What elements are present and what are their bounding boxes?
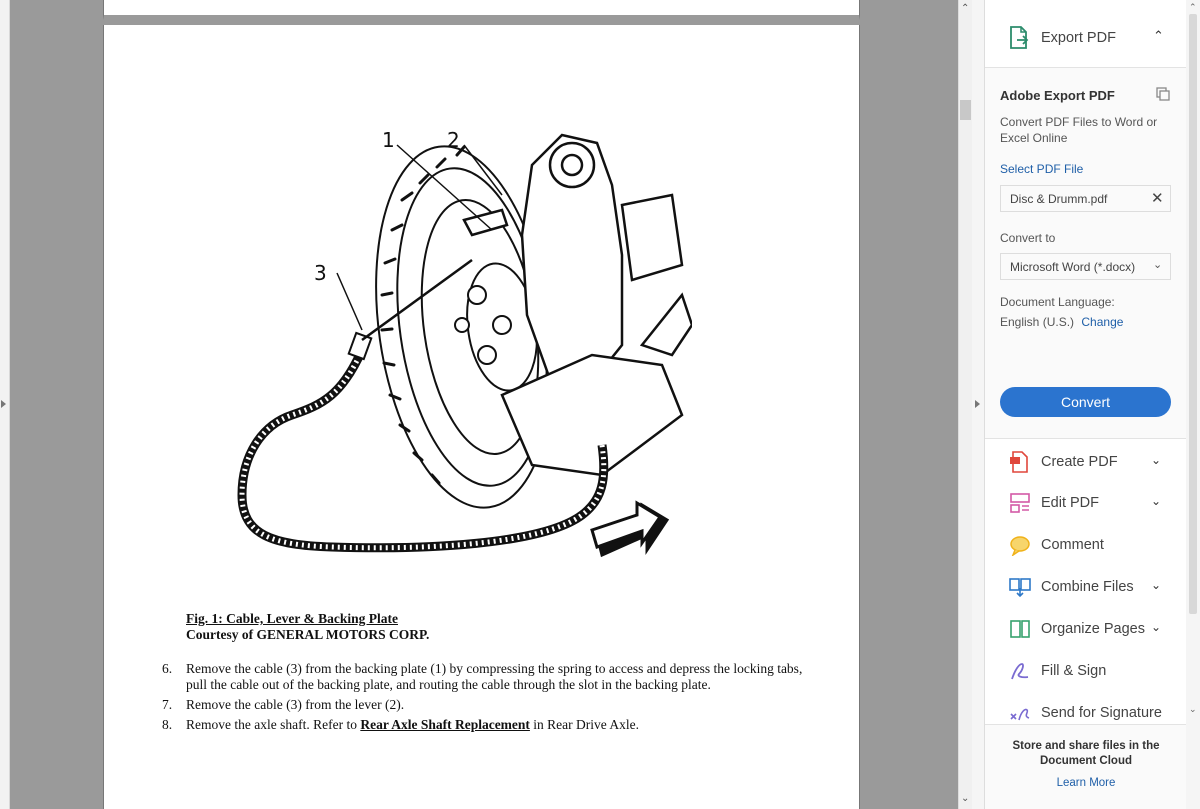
tool-label: Fill & Sign [1041, 663, 1107, 679]
caption-courtesy: Courtesy of GENERAL MOTORS CORP. [186, 627, 430, 642]
tool-label: Comment [1041, 537, 1104, 553]
export-pdf-title: Export PDF [1041, 30, 1116, 46]
previous-page [103, 0, 860, 20]
chevron-down-icon[interactable]: ⌄ [1151, 578, 1162, 592]
convert-format-select[interactable] [1000, 253, 1171, 280]
callout-2: 2 [447, 128, 460, 152]
scroll-thumb[interactable] [960, 100, 971, 120]
tools-list [985, 438, 1187, 724]
tool-label: Combine Files [1041, 579, 1134, 595]
tool-combine-files[interactable] [985, 568, 1187, 608]
convert-button[interactable]: Convert [1000, 387, 1171, 417]
scroll-up-icon[interactable]: ⌃ [1189, 2, 1197, 12]
tool-label: Edit PDF [1041, 495, 1100, 511]
scroll-thumb[interactable] [1189, 14, 1197, 614]
language-row [1000, 315, 1123, 329]
combine-files-icon [1009, 576, 1031, 598]
step-item [154, 717, 814, 733]
export-pdf-header[interactable] [985, 0, 1187, 68]
export-pdf-icon [1009, 26, 1029, 50]
step-text: Remove the cable (3) from the backing plate (1) by compressing the spring to access and depress the locking tabs, pull the cable out of the backing plate, and routing the cable through the slot in the backing plate. [186, 661, 803, 692]
tool-organize-pages[interactable] [985, 610, 1187, 650]
chevron-down-icon[interactable]: ⌄ [1151, 494, 1162, 508]
edit-pdf-icon [1009, 492, 1031, 514]
tool-label: Send for Signature [1041, 705, 1162, 721]
send-signature-icon [1009, 702, 1031, 724]
tool-create-pdf[interactable] [985, 443, 1187, 483]
comment-icon [1009, 534, 1031, 556]
organize-pages-icon [1009, 618, 1031, 640]
expand-left-pane-icon[interactable] [1, 400, 6, 408]
brake-assembly-figure [202, 95, 692, 575]
step-text: in Rear Drive Axle. [529, 717, 640, 732]
document-scrollbar[interactable] [958, 0, 972, 809]
chevron-down-icon[interactable]: ⌄ [1151, 453, 1162, 467]
lower-arm [502, 355, 682, 475]
scroll-down-icon[interactable]: ⌄ [961, 793, 970, 804]
step-number: 8. [162, 717, 173, 732]
procedure-steps [154, 661, 814, 737]
tool-send-signature[interactable] [985, 694, 1187, 724]
step-number: 6. [162, 661, 173, 676]
right-tools-pane [984, 0, 1186, 809]
callout-1: 1 [382, 128, 395, 152]
scroll-down-icon[interactable]: ⌄ [1189, 704, 1197, 714]
pdf-page [103, 25, 860, 809]
direction-arrow [592, 503, 667, 555]
adobe-export-title: Adobe Export PDF [1000, 88, 1115, 103]
collapse-chevron-icon[interactable]: ⌃ [1153, 28, 1164, 43]
collapse-right-pane-icon[interactable] [975, 400, 980, 408]
document-cloud-footer [985, 724, 1187, 809]
export-description: Convert PDF Files to Word or Excel Online [1000, 115, 1158, 145]
convert-format-value: Microsoft Word (*.docx) [1010, 260, 1136, 274]
step-text: Remove the cable (3) from the lever (2). [186, 697, 405, 712]
language-label: Document Language: [1000, 295, 1115, 309]
step-item [154, 661, 814, 693]
tool-comment[interactable] [985, 526, 1187, 566]
figure-caption [186, 611, 429, 643]
create-pdf-icon [1009, 451, 1031, 473]
selected-file-field[interactable] [1000, 185, 1171, 212]
tool-fill-sign[interactable] [985, 652, 1187, 692]
cloud-promo-text: Store and share files in the Document Cloud [1012, 740, 1160, 767]
callout-3: 3 [314, 261, 327, 285]
step-item [154, 697, 814, 713]
change-language-link[interactable]: Change [1081, 315, 1124, 329]
scroll-up-icon[interactable]: ⌃ [961, 3, 970, 14]
clear-file-icon[interactable]: ✕ [1151, 190, 1164, 207]
learn-more-link[interactable]: Learn More [1056, 777, 1116, 789]
step-text: Remove the axle shaft. Refer to [186, 717, 361, 732]
convert-to-label: Convert to [1000, 231, 1056, 245]
tools-pane-scrollbar[interactable] [1186, 0, 1200, 809]
tool-edit-pdf[interactable] [985, 484, 1187, 524]
tool-label: Create PDF [1041, 454, 1118, 470]
chevron-down-icon[interactable]: ⌄ [1151, 620, 1162, 634]
park-brake-lever [464, 210, 507, 235]
step-number: 7. [162, 697, 173, 712]
caliper [622, 195, 682, 280]
left-nav-strip[interactable] [0, 0, 10, 809]
fill-sign-icon [1009, 660, 1031, 682]
rear-axle-shaft-link[interactable]: Rear Axle Shaft Replacement [360, 717, 530, 732]
chevron-down-icon: ⌄ [1153, 259, 1163, 271]
select-pdf-link[interactable]: Select PDF File [1000, 162, 1084, 176]
settings-icon[interactable] [1155, 86, 1171, 102]
language-value: English (U.S.) [1000, 315, 1075, 329]
caption-title: Fig. 1: Cable, Lever & Backing Plate [186, 611, 398, 626]
file-name: Disc & Drumm.pdf [1010, 192, 1108, 206]
tool-label: Organize Pages [1041, 621, 1145, 637]
